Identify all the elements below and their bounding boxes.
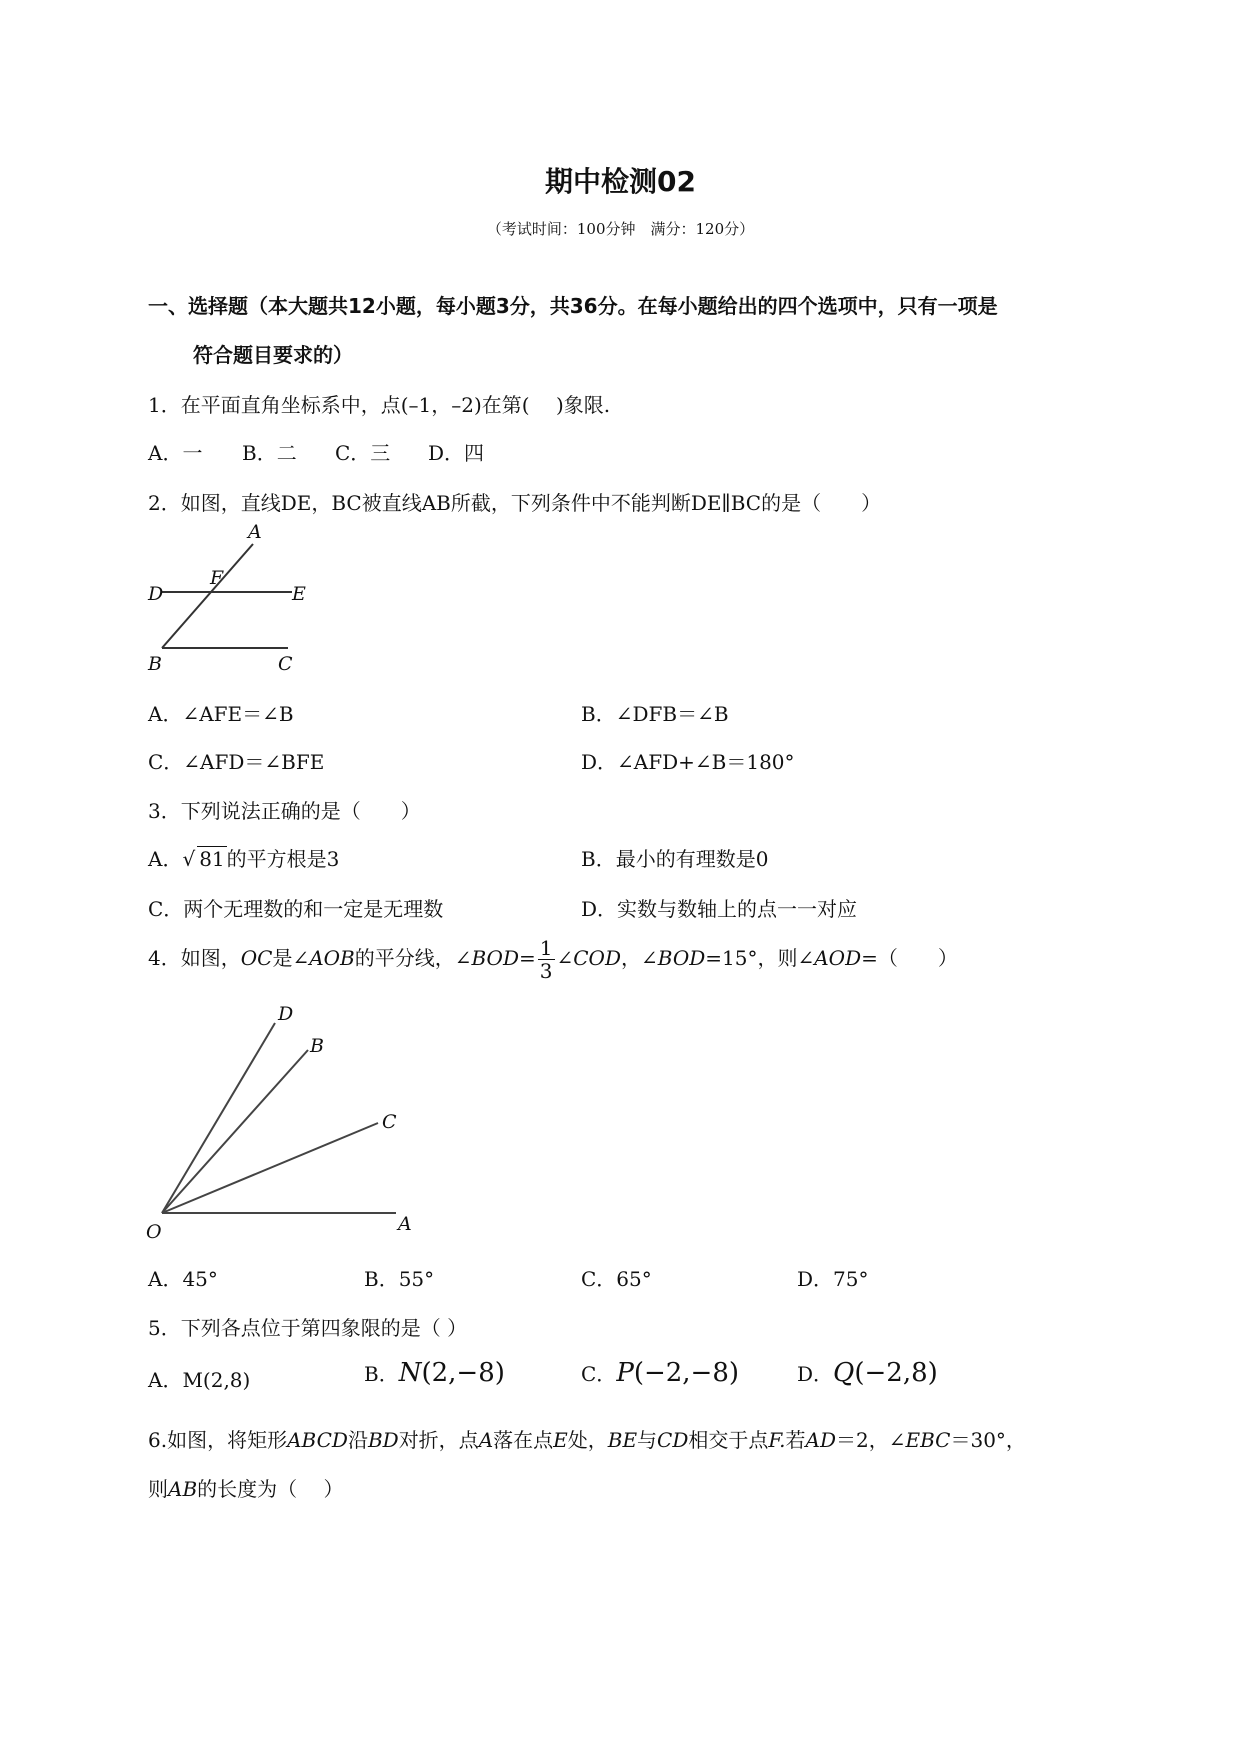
q6-ad: AD xyxy=(805,1428,836,1452)
question-1: 1．在平面直角坐标系中，点(–1，–2)在第( )象限. xyxy=(148,393,611,417)
q1-option-c: C．三 xyxy=(335,441,391,465)
question-6 xyxy=(148,1424,1026,1453)
q5-option-b-var: N xyxy=(398,1358,422,1388)
q6-a: A xyxy=(478,1428,494,1452)
q6-text-3: 的长度为（ ） xyxy=(197,1477,344,1501)
figure-label-a: A xyxy=(248,521,262,543)
q3-option-d: D．实数与数轴上的点一一对应 xyxy=(581,897,858,921)
q6-f: F. xyxy=(768,1428,786,1452)
q6-ebc-value: ＝30°， xyxy=(950,1428,1026,1452)
q3-option-a xyxy=(148,843,339,872)
q6-text-2: 则 xyxy=(148,1477,168,1501)
angle-rays-figure xyxy=(140,995,430,1245)
q5-option-b xyxy=(364,1358,505,1388)
q4-angle-bod-2: ∠BOD xyxy=(641,946,706,970)
fraction-numerator: 1 xyxy=(539,936,553,960)
q6-meet: 相交于点 xyxy=(688,1428,769,1452)
sqrt-symbol: √ xyxy=(182,847,196,871)
q6-cd: CD xyxy=(657,1428,689,1452)
figure-label-d: D xyxy=(278,1003,294,1025)
q5-option-b-label: B． xyxy=(364,1362,399,1386)
q6-fold: 对折，点 xyxy=(398,1428,479,1452)
figure-label-b: B xyxy=(148,653,162,675)
figure-label-c: C xyxy=(382,1111,397,1133)
q5-option-c-var: P xyxy=(616,1358,634,1388)
q4-is: 是 xyxy=(272,946,293,970)
q4-angle-aod: ∠AOD xyxy=(797,946,862,970)
q2-option-d: D．∠AFD+∠B＝180° xyxy=(581,750,795,774)
figure-label-b: B xyxy=(310,1035,324,1057)
q6-ab: AB xyxy=(168,1477,198,1501)
q6-falls: 落在点 xyxy=(493,1428,554,1452)
q4-option-d: D．75° xyxy=(797,1267,869,1291)
q4-option-a: A．45° xyxy=(148,1267,218,1291)
q2-option-c: C．∠AFD＝∠BFE xyxy=(148,750,325,774)
q1-option-b: B．二 xyxy=(242,441,297,465)
q6-and: 与 xyxy=(637,1428,658,1452)
figure-label-e: E xyxy=(292,583,306,605)
q5-option-a: A．M(2,8) xyxy=(148,1368,251,1392)
q4-angle-aob: ∠AOB xyxy=(292,946,355,970)
page-title: 期中检测02 xyxy=(545,165,696,198)
q1-option-d: D．四 xyxy=(428,441,485,465)
q4-angle-bod: ∠BOD xyxy=(454,946,519,970)
q5-option-d-coords: (−2,8) xyxy=(854,1358,938,1388)
q3-option-c: C．两个无理数的和一定是无理数 xyxy=(148,897,444,921)
section-heading: 一、选择题（本大题共12小题，每小题3分，共36分。在每小题给出的四个选项中，只有一项是 xyxy=(148,294,998,318)
question-5: 5．下列各点位于第四象限的是（ ） xyxy=(148,1316,468,1340)
q5-option-d xyxy=(797,1358,938,1388)
figure-label-o: O xyxy=(146,1221,162,1243)
q4-prefix: 4．如图， xyxy=(148,946,241,970)
figure-label-c: C xyxy=(278,653,293,675)
fraction-one-third xyxy=(538,937,555,982)
question-2: 2．如图，直线DE，BC被直线AB所截，下列条件中不能判断DE∥BC的是（ ） xyxy=(148,491,882,515)
question-4 xyxy=(148,937,958,982)
fraction-denominator: 3 xyxy=(539,959,553,983)
q6-e: E xyxy=(553,1428,568,1452)
sqrt-radicand: 81 xyxy=(199,847,225,871)
q6-along: 沿 xyxy=(347,1428,368,1452)
q4-option-b: B．55° xyxy=(364,1267,435,1291)
q3-option-a-label: A． xyxy=(148,847,183,871)
q3-option-b: B．最小的有理数是0 xyxy=(581,847,769,871)
parallel-lines-figure xyxy=(140,520,320,680)
question-6-line-2 xyxy=(148,1473,344,1502)
q4-angle-cod: ∠COD xyxy=(556,946,621,970)
section-heading-cont: 符合题目要求的） xyxy=(193,343,353,367)
q4-value: =15°，则 xyxy=(705,946,798,970)
q6-if: 若 xyxy=(785,1428,806,1452)
q5-option-c-coords: (−2,−8) xyxy=(633,1358,740,1388)
q6-bd: BD xyxy=(367,1428,399,1452)
q6-angle-ebc: ∠EBC xyxy=(888,1428,951,1452)
q6-abcd: ABCD xyxy=(287,1428,348,1452)
question-3: 3．下列说法正确的是（ ） xyxy=(148,799,421,823)
q2-option-b: B．∠DFB＝∠B xyxy=(581,702,729,726)
q5-option-d-var: Q xyxy=(833,1358,855,1388)
q4-oc: OC xyxy=(240,946,273,970)
q5-option-b-coords: (2,−8) xyxy=(421,1358,505,1388)
q5-option-c xyxy=(581,1358,739,1388)
q4-option-c: C．65° xyxy=(581,1267,652,1291)
figure-label-d: D xyxy=(148,583,164,605)
q6-ad-value: ＝2， xyxy=(836,1428,889,1452)
exam-info: （考试时间：100分钟 满分：120分） xyxy=(486,220,755,238)
q4-tail: =（ ） xyxy=(861,946,958,970)
figure-label-a: A xyxy=(398,1213,412,1235)
q4-eq: = xyxy=(519,946,536,970)
q6-be: BE xyxy=(607,1428,638,1452)
q6-text-1: 6.如图，将矩形 xyxy=(148,1428,288,1452)
q3-option-a-text: 的平方根是3 xyxy=(226,847,340,871)
q6-place: 处， xyxy=(567,1428,608,1452)
q1-option-a: A．一 xyxy=(148,441,203,465)
figure-label-f: F xyxy=(210,567,224,589)
q5-option-c-label: C． xyxy=(581,1362,617,1386)
q2-option-a: A．∠AFE＝∠B xyxy=(148,702,294,726)
q5-option-d-label: D． xyxy=(797,1362,834,1386)
q4-bisector: 的平分线， xyxy=(354,946,455,970)
q4-sep: ， xyxy=(621,946,641,970)
